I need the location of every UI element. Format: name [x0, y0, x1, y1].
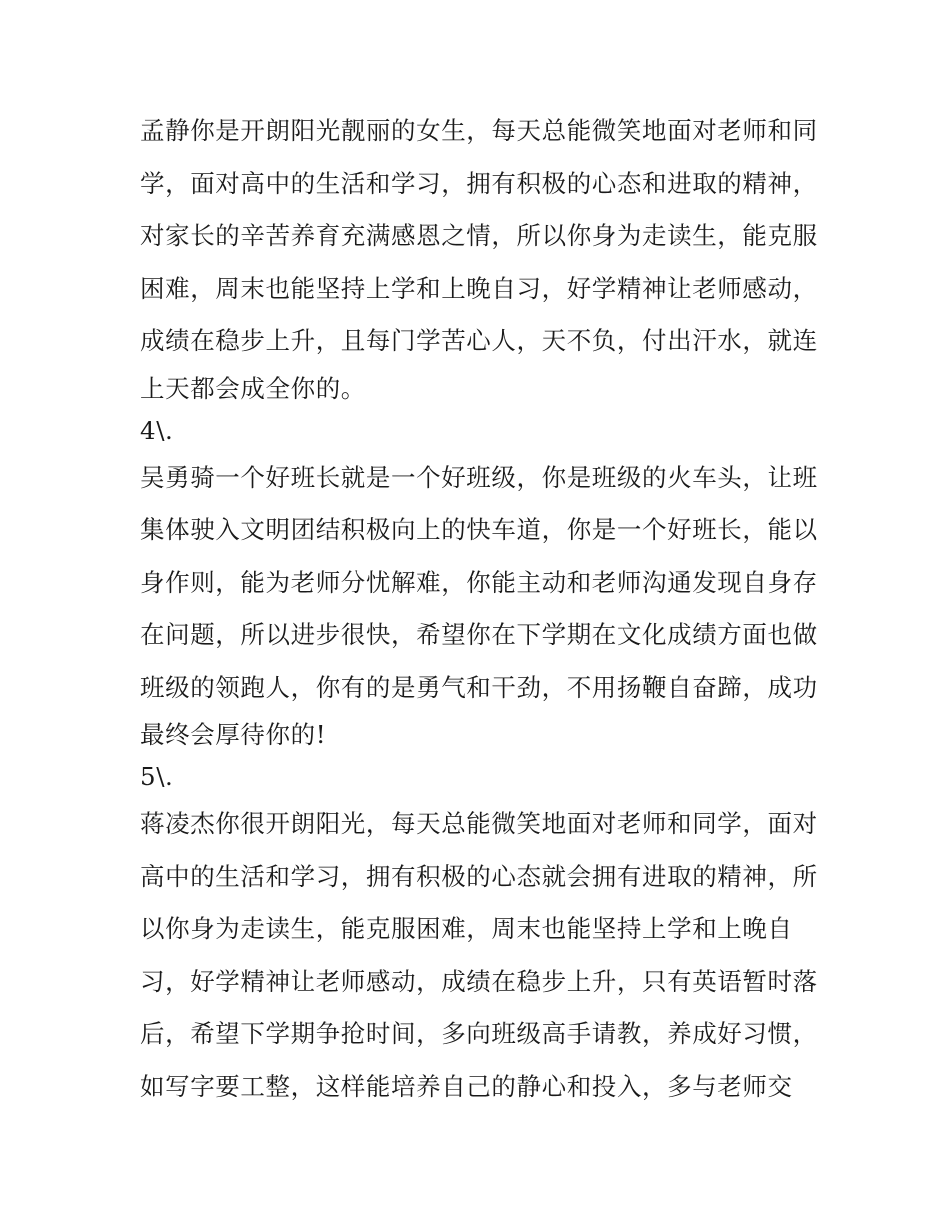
text-line: 成绩在稳步上升，且每门学苦心人，天不负，付出汗水，就连 — [140, 326, 818, 355]
section-number: 4\. — [140, 415, 174, 445]
text-line: 以你身为走读生，能克服困难，周末也能坚持上学和上晚自 — [140, 914, 793, 943]
text-line: 对家长的辛苦养育充满感恩之情，所以你身为走读生，能克服 — [140, 221, 818, 250]
section-number: 5\. — [140, 762, 174, 791]
text-line: 在问题，所以进步很快，希望你在下学期在文化成绩方面也做 — [140, 620, 818, 649]
text-line: 习，好学精神让老师感动，成绩在稳步上升，只有英语暂时落 — [140, 966, 818, 996]
text-line: 集体驶入文明团结积极向上的快车道，你是一个好班长，能以 — [140, 515, 818, 544]
text-line: 后，希望下学期争抢时间，多向班级高手请教，养成好习惯， — [140, 1019, 818, 1048]
text-line: 身作则，能为老师分忧解难，你能主动和老师沟通发现自身存 — [140, 567, 818, 597]
text-line: 最终会厚待你的! — [140, 720, 327, 749]
document-body — [140, 105, 820, 1113]
text-line: 吴勇骑一个好班长就是一个好班级，你是班级的火车头，让班 — [140, 462, 818, 492]
text-line: 班级的领跑人，你有的是勇气和干劲，不用扬鞭自奋蹄，成功 — [140, 672, 818, 702]
text-line: 如写字要工整，这样能培养自己的静心和投入，多与老师交 — [140, 1071, 793, 1101]
text-line: 学，面对高中的生活和学习，拥有积极的心态和进取的精神， — [140, 168, 818, 198]
text-line: 困难，周末也能坚持上学和上晚自习，好学精神让老师感动， — [140, 273, 818, 303]
text-line: 上天都会成全你的。 — [140, 373, 366, 403]
text-line: 高中的生活和学习，拥有积极的心态就会拥有进取的精神，所 — [140, 861, 818, 891]
text-line: 蒋凌杰你很开朗阳光，每天总能微笑地面对老师和同学，面对 — [140, 809, 818, 838]
text-line: 孟静你是开朗阳光靓丽的女生，每天总能微笑地面对老师和同 — [140, 116, 818, 145]
